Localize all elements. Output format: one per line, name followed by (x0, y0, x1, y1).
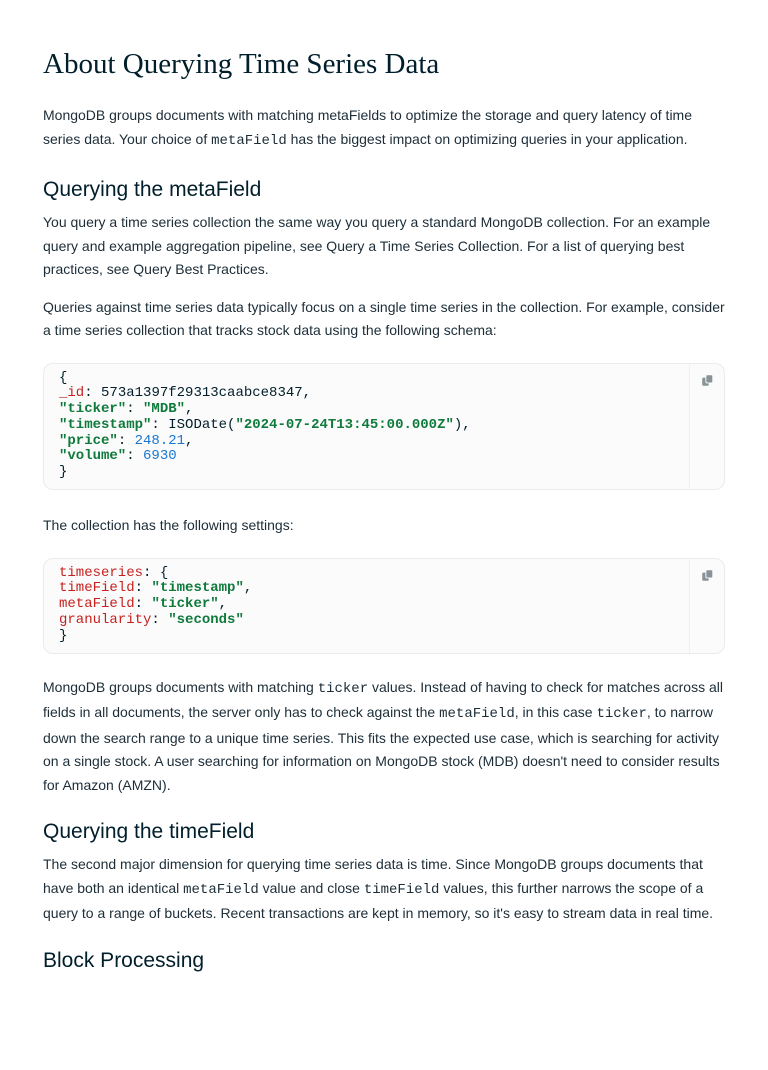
inline-code: ticker (317, 680, 369, 697)
page-title: About Querying Time Series Data (43, 48, 440, 80)
paragraph: MongoDB groups documents with matching ticker values. Instead of having to check for matches across all fields in all documents, the server only has to check against the metaField, in this case ticker, to narrow down the search range to a unique time series. This fits the expected use case, which is searching for activity on a single stock. A user searching for information on MongoDB stock (MDB) doesn't need to consider results for Amazon (AMZN). (43, 678, 723, 793)
code-block-schema: { _id: 573a1397f29313caabce8347, "ticker": "MDB", "timestamp": ISODate("2024-07-24T13:45:00.000Z"), "price": 248.21, "volume": 6930 } (43, 363, 725, 491)
paragraph: The collection has the following settings: (43, 517, 294, 534)
article (0, 46, 768, 974)
paragraph: Queries against time series data typically focus on a single time series in the collection. For example, consider a time series collection that tracks stock data using the following schema: (43, 298, 725, 338)
copy-icon (701, 569, 714, 582)
paragraph: You query a time series collection the same way you query a standard MongoDB collection. For an example query and example aggregation pipeline, see Query a Time Series Collection. For a list of querying best practices, see Query Best Practices. (43, 214, 711, 277)
copy-button[interactable] (689, 559, 724, 653)
copy-icon (701, 374, 714, 387)
inline-code: metaField (211, 132, 287, 149)
intro-paragraph: MongoDB groups documents with matching metaFields to optimize the storage and query latency of time series data. Your choice of metaField has the biggest impact on optimizing queries in your application. (43, 107, 692, 149)
section-heading-timefield: Querying the timeField (43, 820, 255, 844)
inline-code: timeField (363, 881, 440, 898)
copy-button[interactable] (689, 364, 724, 490)
code-block-settings: timeseries: { timeField: "timestamp", metaField: "ticker", granularity: "seconds" } (43, 558, 725, 654)
paragraph: The second major dimension for querying time series data is time. Since MongoDB groups documents that have both an identical metaField value and close timeField values, this further narrows the scope of a query to a range of buckets. Recent transactions are kept in memory, so it's easy to stream data in real time. (43, 856, 714, 922)
inline-code: metaField (183, 881, 259, 898)
section-heading-block-processing: Block Processing (43, 948, 205, 972)
inline-code: ticker (596, 706, 647, 723)
inline-code: metaField (439, 706, 515, 723)
section-heading-metafield: Querying the metaField (43, 178, 262, 201)
